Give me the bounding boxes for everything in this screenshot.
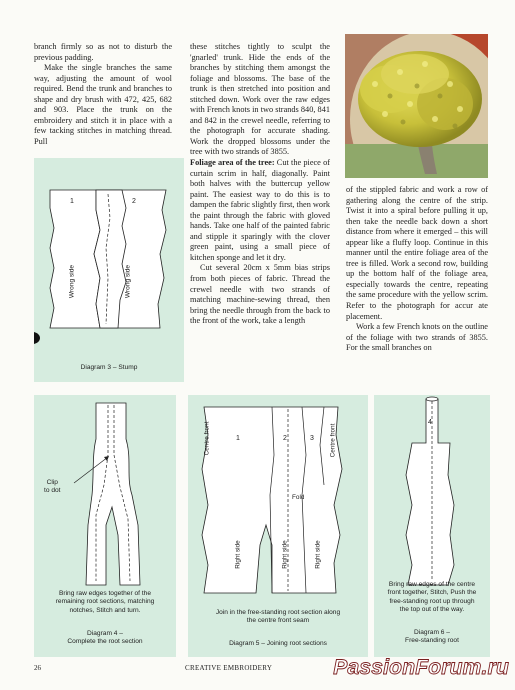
diagram-6-piece-number: 4 [428, 419, 432, 426]
fold-label: Fold [292, 494, 305, 501]
page-number: 26 [34, 664, 41, 672]
tree-embroidery-photo [345, 34, 488, 178]
diagram-3-wrong-side-label-2: Wrong side [124, 264, 132, 299]
centre-front-right-label: Centre front [329, 423, 337, 458]
text-column-2 [190, 42, 330, 327]
col1-paragraph-1: branch firmly so as not to disturb the previous padding. [34, 42, 172, 62]
diagram-4-title: Diagram 4 – Complete the root section [67, 630, 143, 646]
diagram-6-caption: Bring raw edges of the centre front together, Stitch, Push the free-standing root up through the top out of the way. [387, 581, 477, 614]
watermark: PassionForum.ru [333, 656, 509, 679]
free-standing-root-drawing [374, 395, 490, 657]
diagram-3-caption: Diagram 3 – Stump [80, 364, 138, 371]
col3-paragraph-2: Work a few French knots on the outline of the foliage with two strands of 3855. For the small branches on [346, 322, 488, 353]
centre-front-left-label: Centre front [203, 421, 211, 456]
col2-paragraph-1: these stitches tightly to sculpt the 'gnarled' trunk. Hide the ends of the branches by stitching them amongst the foliage and blossoms. The base of the trunk is then stretched into position and stitched down. Work over the raw edges with French knots in two strands 840, 841 and 842 in the crewel needle, referring to the photograph for accurate shading. Work the dropped blossoms under the tree with two strands of 3855. [190, 42, 330, 157]
text-column-1 [34, 42, 172, 147]
diagram-6-box [374, 395, 490, 657]
col2-paragraph-3: Cut several 20cm x 5mm bias strips from both pieces of fabric. Thread the crewel needle with two strands of matching machine-sewing thread, then bring the needle through from the back to the front of the work, take a length [190, 263, 330, 326]
stump-pattern-drawing [34, 158, 184, 382]
diagram-5-piece-1-number: 1 [236, 435, 240, 442]
right-side-label-1: Right side [234, 540, 242, 569]
diagram-3-wrong-side-label-1: Wrong side [68, 264, 76, 299]
diagram-5-caption: Join in the free-standing root section along the centre front seam [215, 609, 341, 625]
col2-paragraph-2: Foliage area of the tree: Cut the piece of curtain scrim in half, diagonally. Paint both halves with the buttercup yellow paint. The easiest way to do this is to dampen the fabric slightly first, then work the paint through the fabric with gloved hands. Take one half of the painted fabric and stipple it sparingly with the clover green paint, using a small piece of kitchen sponge and let it dry. [190, 158, 330, 262]
foliage-heading: Foliage area of the tree: [190, 158, 275, 168]
diagram-4-caption: Bring raw edges together of the remaining root sections, matching notches, Stitch and turn. [55, 590, 155, 614]
right-side-label-3: Right side [314, 540, 322, 569]
col3-paragraph-1: of the stippled fabric and work a row of gathering along the centre of the strip. Twist it into a spiral before pulling it up, then take the needle back down a short distance from where it emerged – this will appear like a fluffy loop. Continue in this manner until the entire foliage area of the tree is filled. Work a second row, building up the bottom half of the foliage area, especially towards the centre, repeating the same procedure with the yellow scrim. Refer to the photograph for accur ate placement. [346, 185, 488, 321]
diagram-4-box [34, 395, 176, 657]
diagram-6-title: Diagram 6 – Free-standing root [405, 629, 459, 645]
text-column-3 [346, 185, 488, 354]
diagram-3-box [34, 158, 184, 382]
diagram-5-piece-2-number: 2 [283, 435, 287, 442]
clip-to-dot-label: Clip to dot [44, 479, 61, 495]
diagram-3-piece-1-number: 1 [70, 198, 74, 205]
diagram-3-piece-2-number: 2 [132, 198, 136, 205]
diagram-5-piece-3-number: 3 [310, 435, 314, 442]
magazine-title: CREATIVE EMBROIDERY [185, 664, 273, 672]
root-section-drawing [34, 395, 176, 657]
right-side-label-2: Right side [281, 540, 289, 569]
col1-paragraph-2: Make the single branches the same way, adjusting the amount of wool required. Bend the trunk and branches to shape and dry brush with 472, 425, 682 and 903. Place the trunk on the embroidery and stitch it in place with a few tacking stitches in matching thread. Pull [34, 63, 172, 146]
diagram-5-title: Diagram 5 – Joining root sections [229, 640, 327, 647]
diagram-5-box [188, 395, 368, 657]
